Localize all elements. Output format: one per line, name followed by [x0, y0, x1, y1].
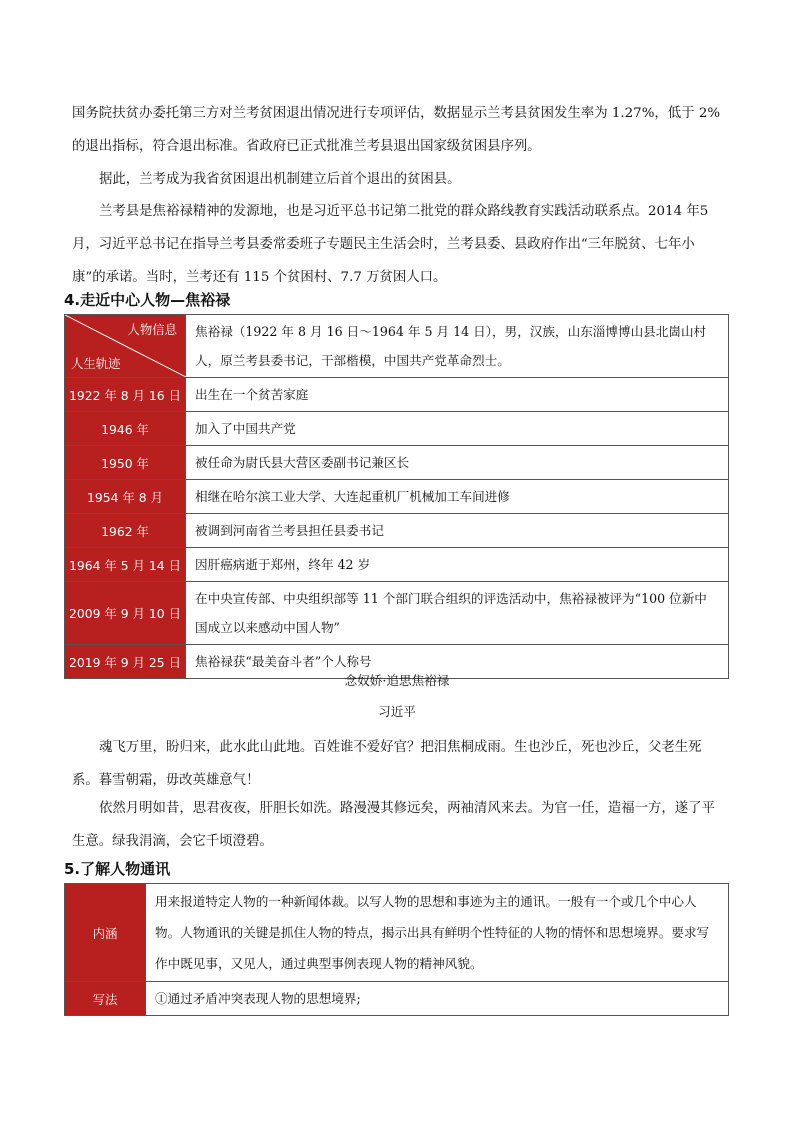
table-row: [65, 884, 729, 982]
poem-author: 习近平: [378, 704, 416, 719]
label-cell: 写法: [65, 982, 146, 1016]
content-cell: ①通过矛盾冲突表现人物的思想境界;: [146, 982, 729, 1016]
table-row: [65, 480, 729, 514]
diagonal-header-cell: [65, 315, 186, 378]
biography-table: [64, 314, 729, 679]
poem-title: 念奴娇·追思焦裕禄: [344, 673, 450, 688]
table-row: [65, 582, 729, 645]
header-life-track: 人生轨迹: [71, 356, 121, 371]
date-cell: 1922 年 8 月 16 日: [65, 378, 186, 412]
date-cell: 1950 年: [65, 446, 186, 480]
event-cell: 焦裕禄获“最美奋斗者”个人称号: [186, 645, 729, 679]
intro-paragraph-3: 兰考县是焦裕禄精神的发源地，也是习近平总书记第二批党的群众路线教育实践活动联系点。2014 年5 月，习近平总书记在指导兰考县委常委班子专题民主生活会时，兰考县委、县政府作出“三年脱贫、七年小康”的承诺。当时，兰考还有 115 个贫困村、7.7 万贫困人口。: [72, 204, 709, 285]
event-cell: 出生在一个贫苦家庭: [186, 378, 729, 412]
event-cell: 被任命为尉氏县大营区委副书记兼区长: [186, 446, 729, 480]
table-header-row: [65, 315, 729, 378]
poem-stanza-1: 魂飞万里，盼归来，此水此山此地。百姓谁不爱好官？把泪焦桐成雨。生也沙丘，死也沙丘，父老生死系。暮雪朝霜，毋改英雄意气！: [72, 740, 702, 788]
date-cell: 2019 年 9 月 25 日: [65, 645, 186, 679]
table-row: [65, 548, 729, 582]
content-cell: 用来报道特定人物的一种新闻体裁。以写人物的思想和事迹为主的通讯。一般有一个或几个中心人物。人物通讯的关键是抓住人物的特点，揭示出具有鲜明个性特征的人物的情怀和思想境界。要求写作中既见事，又见人，通过典型事例表现人物的精神风貌。: [146, 884, 729, 982]
person-info-cell: 焦裕禄（1922 年 8 月 16 日～1964 年 5 月 14 日），男，汉族，山东淄博博山县北崮山村人，原兰考县委书记，干部楷模，中国共产党革命烈士。: [186, 315, 729, 378]
event-cell: 在中央宣传部、中央组织部等 11 个部门联合组织的评选活动中，焦裕禄被评为“100 位新中国成立以来感动中国人物”: [186, 582, 729, 645]
section5-heading: 5.了解人物通讯: [64, 860, 171, 878]
date-cell: 1964 年 5 月 14 日: [65, 548, 186, 582]
table-row: [65, 378, 729, 412]
header-person-info: 人物信息: [127, 322, 177, 337]
date-cell: 1962 年: [65, 514, 186, 548]
table-row: [65, 514, 729, 548]
event-cell: 被调到河南省兰考县担任县委书记: [186, 514, 729, 548]
intro-paragraph-2: 据此，兰考成为我省贫困退出机制建立后首个退出的贫困县。: [99, 172, 461, 187]
label-cell: 内涵: [65, 884, 146, 982]
table-row: [65, 446, 729, 480]
table-row: [65, 412, 729, 446]
poem-stanza-2: 依然月明如昔，思君夜夜，肝胆长如洗。路漫漫其修远矣，两袖清风来去。为官一任，造福一方，遂了平生意。绿我涓滴，会它千顷澄碧。: [72, 801, 715, 849]
event-cell: 加入了中国共产党: [186, 412, 729, 446]
date-cell: 1946 年: [65, 412, 186, 446]
date-cell: 1954 年 8 月: [65, 480, 186, 514]
news-writing-table: [64, 883, 729, 1016]
section4-heading: 4.走近中心人物—焦裕禄: [64, 291, 231, 309]
event-cell: 相继在哈尔滨工业大学、大连起重机厂机械加工车间进修: [186, 480, 729, 514]
event-cell: 因肝癌病逝于郑州，终年 42 岁: [186, 548, 729, 582]
date-cell: 2009 年 9 月 10 日: [65, 582, 186, 645]
table-row: [65, 982, 729, 1016]
intro-paragraph-1: 国务院扶贫办委托第三方对兰考贫困退出情况进行专项评估，数据显示兰考县贫困发生率为 1.27%，低于 2%的退出指标，符合退出标准。省政府已正式批准兰考县退出国家级贫困县序列。: [72, 106, 721, 154]
